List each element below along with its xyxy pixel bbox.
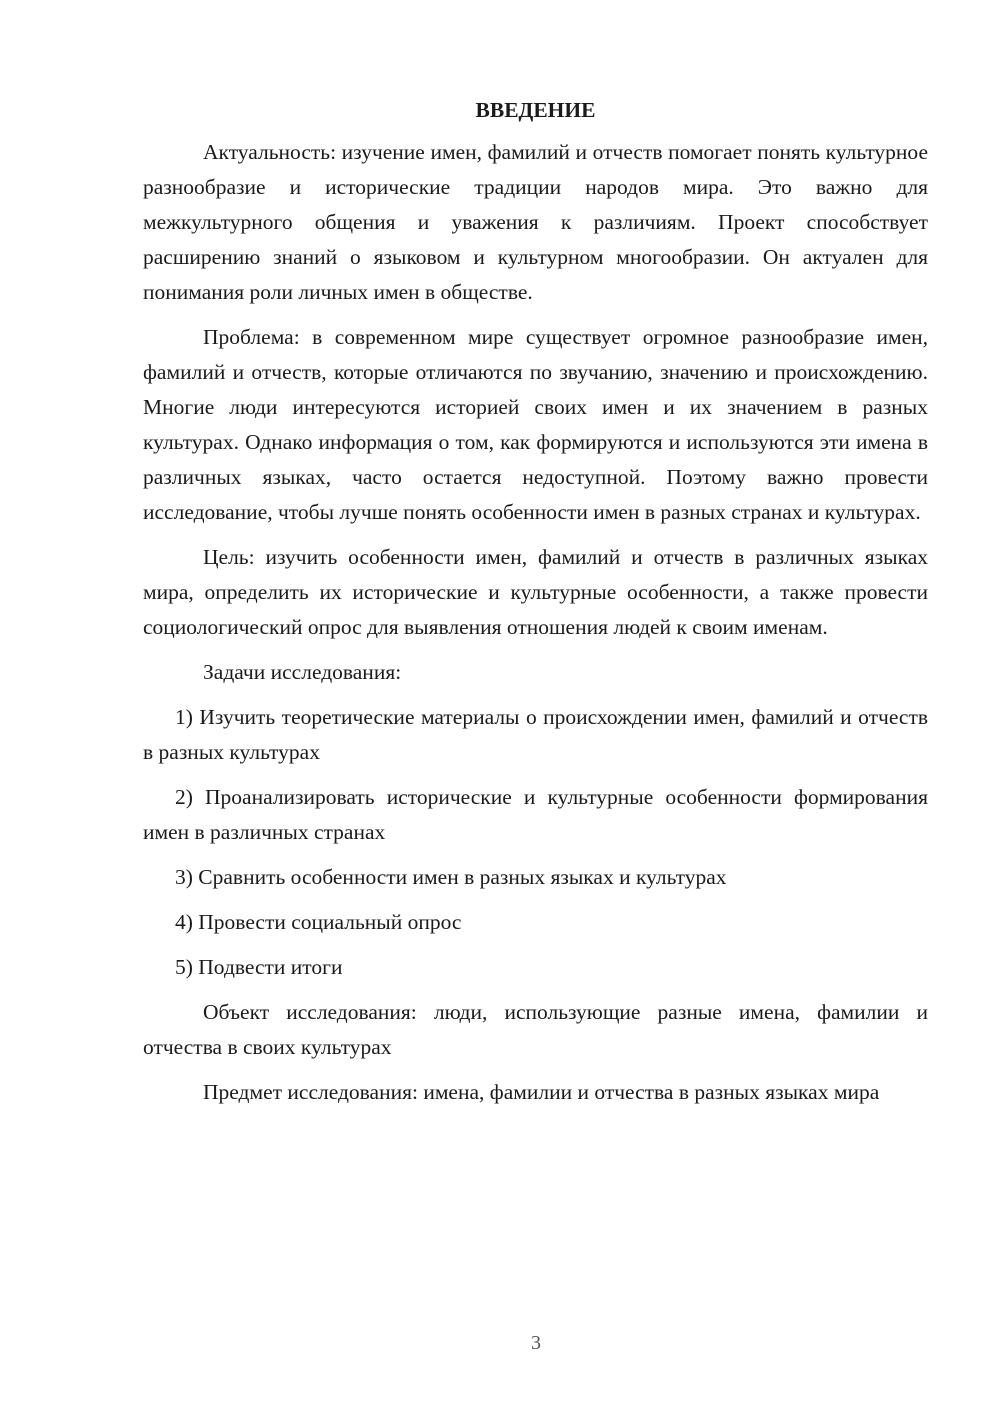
tasks-heading: Задачи исследования:	[203, 660, 402, 684]
relevance-paragraph: Актуальность: изучение имен, фамилий и отчеств помогает понять культурное разнообразие и исторические традиции народов мира. Это важно для межкультурного общения и уважения к различиям. Проект способствует расширению знаний о языковом и культурном многообразии. Он актуален для понимания роли личных имен в обществе.	[143, 140, 928, 304]
goal-paragraph: Цель: изучить особенности имен, фамилий и отчеств в различных языках мира, определить их исторические и культурные особенности, а также провести социологический опрос для выявления отношения людей к своим именам.	[143, 545, 928, 639]
task-item-5: 5) Подвести итоги	[175, 955, 343, 979]
task-item-4: 4) Провести социальный опрос	[175, 910, 462, 934]
task-item-2: 2) Проанализировать исторические и культурные особенности формирования имен в различных странах	[143, 785, 928, 844]
page-number: 3	[531, 1332, 541, 1354]
problem-paragraph: Проблема: в современном мире существует огромное разнообразие имен, фамилий и отчеств, которые отличаются по звучанию, значению и происхождению. Многие люди интересуются историей своих имен и их значением в разных культурах. Однако информация о том, как формируются и используются эти имена в различных языках, часто остается недоступной. Поэтому важно провести исследование, чтобы лучше понять особенности имен в разных странах и культурах.	[143, 325, 928, 524]
document-page	[143, 93, 928, 1120]
subject-paragraph: Предмет исследования: имена, фамилии и отчества в разных языках мира	[203, 1080, 880, 1104]
page-title: ВВЕДЕНИЕ	[475, 98, 596, 122]
object-paragraph: Объект исследования: люди, использующие разные имена, фамилии и отчества в своих культурах	[143, 1000, 928, 1059]
tasks-list	[143, 700, 928, 985]
task-item-3: 3) Сравнить особенности имен в разных языках и культурах	[175, 865, 727, 889]
task-item-1: 1) Изучить теоретические материалы о происхождении имен, фамилий и отчеств в разных культурах	[143, 705, 928, 764]
